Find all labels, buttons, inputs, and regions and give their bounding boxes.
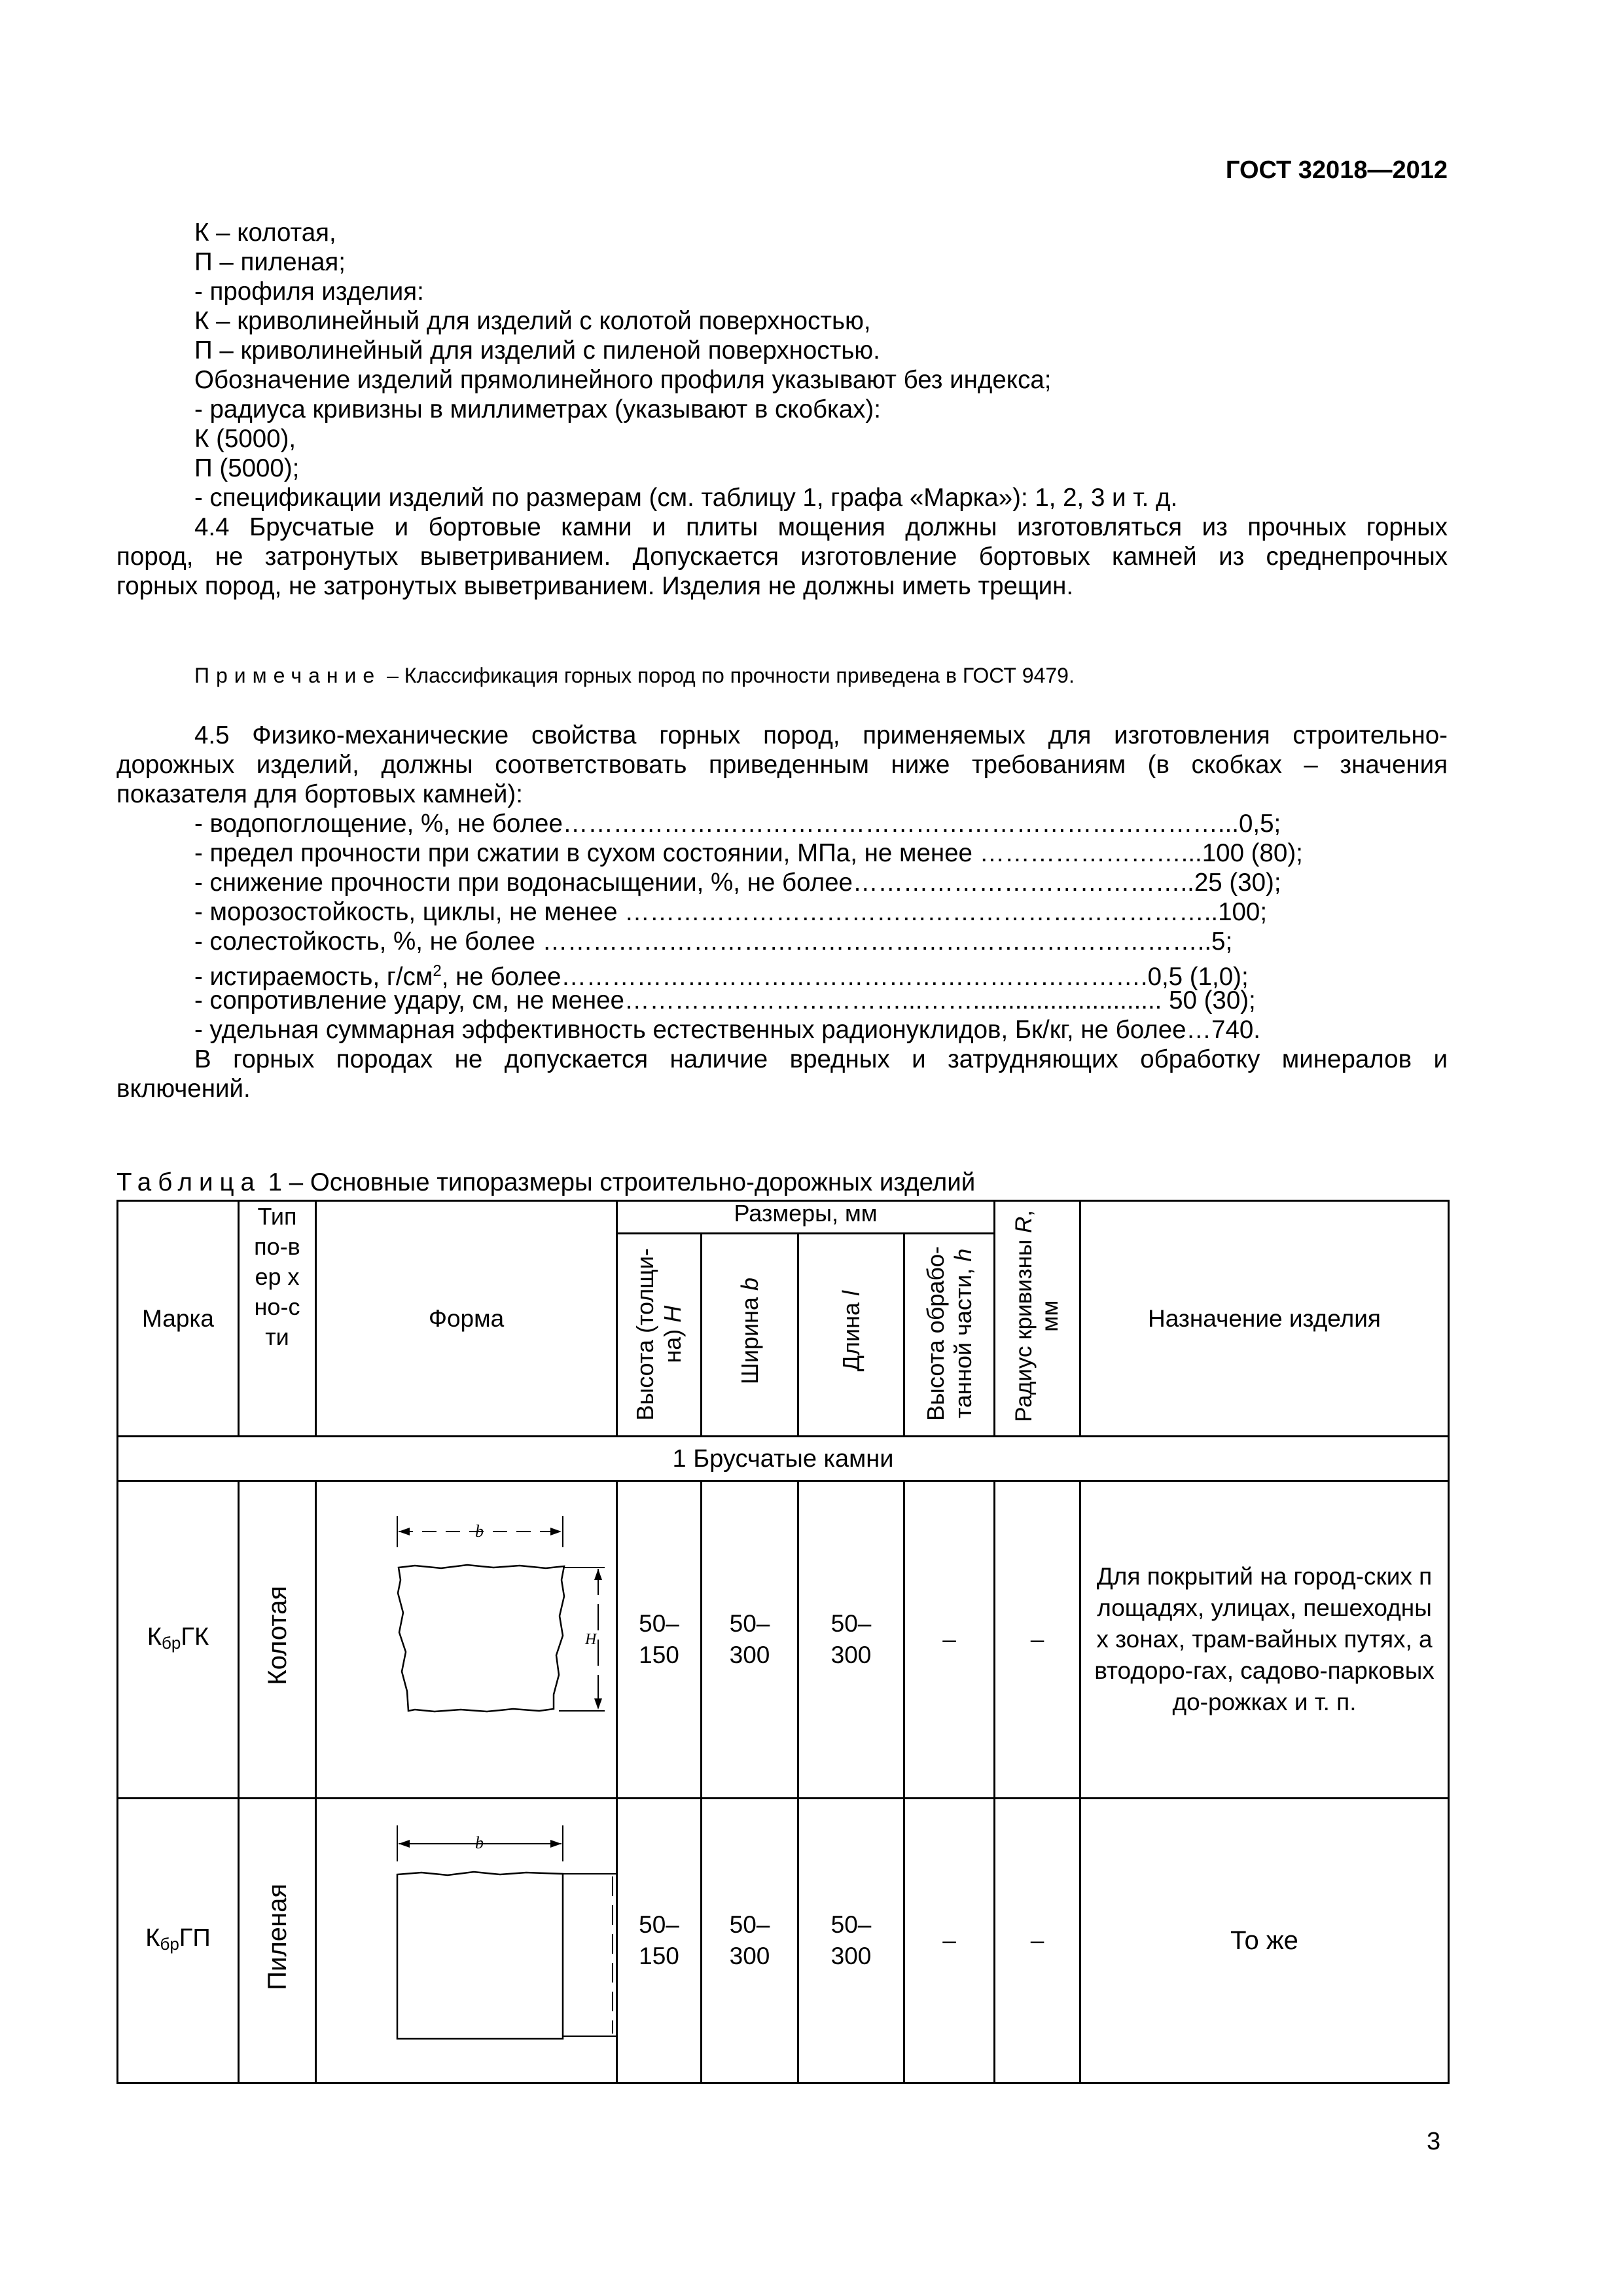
paragraph-4-4-line: пород, не затронутых выветриванием. Допускается изготовление бортовых камней из среднепрочных	[116, 543, 1448, 571]
list-line: К (5000),	[194, 425, 296, 453]
list-line: Обозначение изделий прямолинейного профиля указывают без индекса;	[194, 366, 1052, 394]
svg-text:H: H	[585, 1631, 597, 1648]
paragraph-4-5-line: показателя для бортовых камней):	[116, 780, 523, 808]
list-line: - спецификации изделий по размерам (см. таблицу 1, графа «Марка»): 1, 2, 3 и т. д.	[194, 484, 1178, 512]
list-line: К – колотая,	[194, 219, 336, 247]
list-line: - профиля изделия:	[194, 278, 424, 306]
paragraph-4-5-line: 4.5 Физико-механические свойства горных пород, применяемых для изготовления строительно-	[194, 721, 1448, 749]
requirement-line: - снижение прочности при водонасыщении, %, не более…………………………………..25 (30);	[194, 869, 1281, 897]
form-drawing	[316, 1481, 617, 1799]
header-purpose: Назначение изделия	[1080, 1201, 1449, 1437]
header-radius: Радиус кривизны R, мм	[995, 1201, 1080, 1437]
header-length: Длина l	[798, 1234, 904, 1437]
list-line: П – криволинейный для изделий с пиленой поверхностью.	[194, 336, 880, 365]
header-width: Ширина b	[702, 1234, 798, 1437]
header-sizes: Размеры, мм	[617, 1201, 995, 1234]
length-cell: 50– 300	[798, 1481, 904, 1799]
paragraph-4-5-line: дорожных изделий, должны соответствовать приведенным ниже требованиям (в скобках – значения	[116, 751, 1448, 779]
width-cell: 50– 300	[702, 1799, 798, 2083]
table-caption-label: Таблица	[116, 1168, 261, 1196]
table-row	[118, 1481, 1449, 1799]
requirement-line: - солестойкость, %, не более ……………………………………………………………………..5;	[194, 927, 1233, 956]
processed-height-cell: –	[904, 1481, 995, 1799]
purpose-cell: Для покрытий на город-ских площадях, улицах, пешеходных зонах, трам-вайных путях, автодоро-гах, садово-парковых до-рожках и т. п.	[1080, 1481, 1449, 1799]
list-line: П (5000);	[194, 454, 300, 482]
marka-cell: $К_{бр}ГК$	[118, 1481, 239, 1799]
split-stone-drawing	[317, 1482, 618, 1789]
sawn-stone-drawing	[317, 1799, 618, 2074]
note	[194, 662, 1075, 689]
requirement-line: - истираемость, $г/см^2$, не более…………………………………………………………….0,5 (1,0);	[194, 962, 1249, 991]
header-processed-height: Высота обрабо- танной части, h	[904, 1234, 995, 1437]
paragraph-4-4-line: горных пород, не затронутых выветриванием. Изделия не должны иметь трещин.	[116, 572, 1074, 600]
page-number: 3	[1427, 2128, 1441, 2155]
minerals-paragraph-line: В горных породах не допускается наличие вредных и затрудняющих обработку минералов и	[194, 1045, 1448, 1073]
note-text: – Классификация горных пород по прочности приведена в ГОСТ 9479.	[381, 664, 1075, 687]
height-cell: 50– 150	[617, 1481, 702, 1799]
surface-type-cell: Колотая	[239, 1481, 316, 1799]
list-line: К – криволинейный для изделий с колотой поверхностью,	[194, 307, 871, 335]
radius-cell: –	[995, 1799, 1080, 2083]
minerals-paragraph-line: включений.	[116, 1075, 251, 1103]
surface-type-cell: Пиленая	[239, 1799, 316, 2083]
width-cell: 50– 300	[702, 1481, 798, 1799]
requirement-line: - водопоглощение, %, не более……………………………………………………………………...0,5;	[194, 810, 1281, 838]
dimensions-table	[116, 1200, 1450, 2084]
note-label: Примечание	[194, 664, 382, 687]
height-cell: 50– 150	[617, 1799, 702, 2083]
svg-text:b: b	[475, 1522, 484, 1541]
purpose-cell: То же	[1080, 1799, 1449, 2083]
paragraph-4-4-line: 4.4 Брусчатые и бортовые камни и плиты мощения должны изготовляться из прочных горных	[194, 513, 1448, 541]
header-surface-type: Тип по-вер хно-сти	[239, 1201, 316, 1437]
section-title: 1 Брусчатые камни	[118, 1437, 1449, 1481]
marka-cell: $К_{бр}ГП$	[118, 1799, 239, 2083]
document-id: ГОСТ 32018—2012	[1225, 156, 1448, 184]
list-line: П – пиленая;	[194, 248, 346, 276]
list-line: - радиуса кривизны в миллиметрах (указывают в скобках):	[194, 395, 881, 423]
radius-cell: –	[995, 1481, 1080, 1799]
header-marka: Марка	[118, 1201, 239, 1437]
table-caption-text: 1 – Основные типоразмеры строительно-дорожных изделий	[260, 1168, 976, 1196]
length-cell: 50– 300	[798, 1799, 904, 2083]
requirement-line: - морозостойкость, циклы, не менее ……………………………………………………………..100;	[194, 898, 1268, 926]
header-height: Высота (толщи- на) H	[617, 1234, 702, 1437]
form-drawing	[316, 1799, 617, 2083]
requirement-line: - удельная суммарная эффективность естественных радионуклидов, Бк/кг, не более…740.	[194, 1016, 1260, 1044]
table-row	[118, 1799, 1449, 2083]
header-form: Форма	[316, 1201, 617, 1437]
requirement-line: - сопротивление удару, см, не менее……………………………...……........................... 50 (30);	[194, 986, 1256, 1014]
processed-height-cell: –	[904, 1799, 995, 2083]
svg-text:b: b	[475, 1833, 484, 1852]
table-caption	[116, 1168, 975, 1197]
requirement-line: - предел прочности при сжатии в сухом состоянии, МПа, не менее ……………………...100 (80);	[194, 839, 1303, 867]
